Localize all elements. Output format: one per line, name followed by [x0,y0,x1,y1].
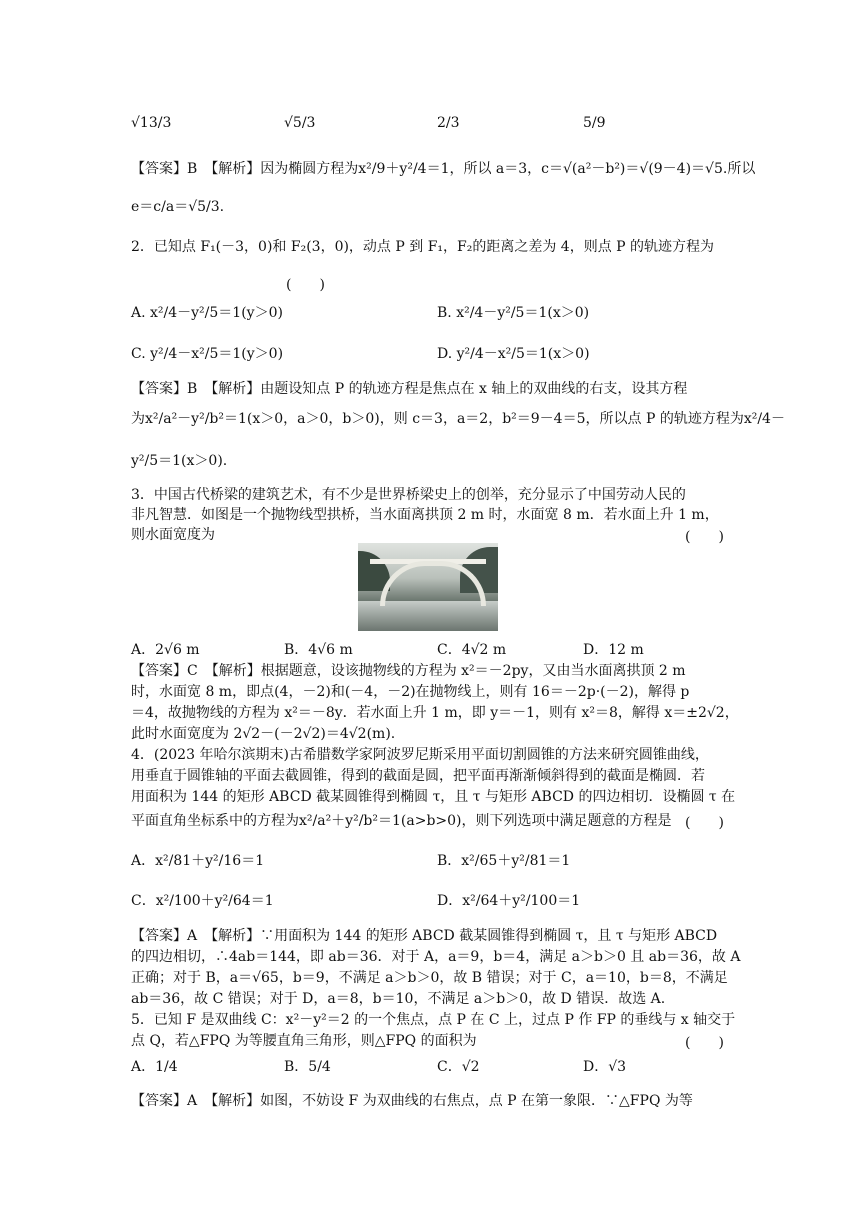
q4-option-b: B．x²/65＋y²/81＝1 [437,853,571,869]
q0-option-d: 5/9 [583,115,606,131]
q3-option-d: D．12 m [583,642,644,658]
q2-answer-line-1: 【答案】B 【解析】由题设知点 P 的轨迹方程是焦点在 x 轴上的双曲线的右支，设其方程 [131,381,688,397]
q3-stem-line-3: 则水面宽度为 [131,527,215,543]
q3-answer-line-4: 此时水面宽度为 2√2－(－2√2)＝4√2(m). [131,726,396,742]
q4-answer-line-3: 正确；对于 B，a＝√65，b＝9，不满足 a＞b＞0，故 B 错误；对于 C，a＝10，b＝8，不满足 [131,970,728,986]
q2-option-a: A. x²/4－y²/5＝1(y＞0) [131,305,283,321]
q3-option-b: B．4√6 m [284,642,353,658]
q4-answer-paren: ( ) [685,815,724,831]
q4-option-d: D．x²/64＋y²/100＝1 [437,893,581,909]
q3-stem-line-1: 3．中国古代桥梁的建筑艺术，有不少是世界桥梁史上的创举，充分显示了中国劳动人民的 [131,487,686,503]
q4-stem-line-1: 4．(2023 年哈尔滨期末)古希腊数学家阿波罗尼斯采用平面切割圆锥的方法来研究圆锥曲线， [131,747,709,763]
q5-stem-line-2: 点 Q，若△FPQ 为等腰直角三角形，则△FPQ 的面积为 [131,1033,477,1049]
q2-option-b: B. x²/4－y²/5＝1(x＞0) [437,305,590,321]
q3-option-c: C．4√2 m [437,642,507,658]
q2-answer-line-3: y²/5＝1(x＞0). [131,453,228,469]
q4-option-c: C．x²/100＋y²/64＝1 [131,893,274,909]
q5-answer-paren: ( ) [685,1035,724,1051]
q4-answer-line-1: 【答案】A 【解析】∵用面积为 144 的矩形 ABCD 截某圆锥得到椭圆 τ，且 τ 与矩形 ABCD [131,928,718,944]
q5-answer-line-1: 【答案】A 【解析】如图，不妨设 F 为双曲线的右焦点，点 P 在第一象限．∵△FPQ 为等 [131,1093,693,1109]
q4-answer-line-2: 的四边相切，∴4ab＝144，即 ab＝36．对于 A，a＝9，b＝4，满足 a＞b＞0 且 ab＝36，故 A [131,949,741,965]
q3-option-a: A．2√6 m [131,642,200,658]
q3-stem-line-2: 非凡智慧．如图是一个抛物线型拱桥，当水面离拱顶 2 m 时，水面宽 8 m．若水面上升 1 m， [131,507,719,523]
q5-option-b: B．5/4 [284,1059,331,1075]
q4-option-a: A．x²/81＋y²/16＝1 [131,853,265,869]
q4-stem-line-2: 用垂直于圆锥轴的平面去截圆锥，得到的截面是圆，把平面再渐渐倾斜得到的截面是椭圆．若 [131,768,705,784]
q0-answer-line-1: 【答案】B 【解析】因为椭圆方程为x²/9＋y²/4＝1，所以 a＝3，c＝√(a²－b²)＝√(9－4)＝√5.所以 [131,161,756,177]
q5-option-a: A．1/4 [131,1059,178,1075]
q2-option-d: D. y²/4－x²/5＝1(x＞0) [437,346,590,362]
q3-answer-line-3: ＝4，故抛物线的方程为 x²＝－8y．若水面上升 1 m，即 y＝－1，则有 x²＝8，解得 x＝±2√2， [131,705,739,721]
q0-answer-line-2: e＝c/a＝√5/3. [131,199,225,215]
q5-option-c: C．√2 [437,1059,480,1075]
q2-answer-paren: ( ) [286,277,325,293]
q4-answer-line-4: ab＝36，故 C 错误；对于 D，a＝8，b＝10，不满足 a＞b＞0，故 D 错误．故选 A. [131,991,666,1007]
q3-answer-line-1: 【答案】C 【解析】根据题意，设该抛物线的方程为 x²＝－2py，又由当水面离拱顶 2 m [131,663,686,679]
q0-option-c: 2/3 [437,115,460,131]
q2-stem: 2．已知点 F₁(－3，0)和 F₂(3，0)，动点 P 到 F₁，F₂的距离之差为 4，则点 P 的轨迹方程为 [131,239,715,255]
q4-stem-line-4: 平面直角坐标系中的方程为x²/a²＋y²/b²＝1(a>b>0)，则下列选项中满足题意的方程是 [131,813,672,829]
q4-stem-line-3: 用面积为 144 的矩形 ABCD 截某圆锥得到椭圆 τ，且 τ 与矩形 ABCD 的四边相切．设椭圆 τ 在 [131,789,736,805]
arch-bridge-photo [358,543,498,631]
q5-stem-line-1: 5．已知 F 是双曲线 C：x²－y²＝2 的一个焦点，点 P 在 C 上，过点 P 作 FP 的垂线与 x 轴交于 [131,1012,736,1028]
q2-answer-line-2: 为x²/a²－y²/b²＝1(x＞0，a＞0，b＞0)，则 c＝3，a＝2，b²＝9－4＝5，所以点 P 的轨迹方程为x²/4－ [131,411,785,427]
q2-option-c: C. y²/4－x²/5＝1(y＞0) [131,346,284,362]
q5-option-d: D．√3 [583,1059,627,1075]
q3-answer-line-2: 时，水面宽 8 m，即点(4，－2)和(－4，－2)在抛物线上，则有 16＝－2p·(－2)，解得 p [131,684,690,700]
q3-answer-paren: ( ) [685,529,724,545]
q0-option-b: √5/3 [284,115,316,131]
q0-option-a: √13/3 [131,115,172,131]
